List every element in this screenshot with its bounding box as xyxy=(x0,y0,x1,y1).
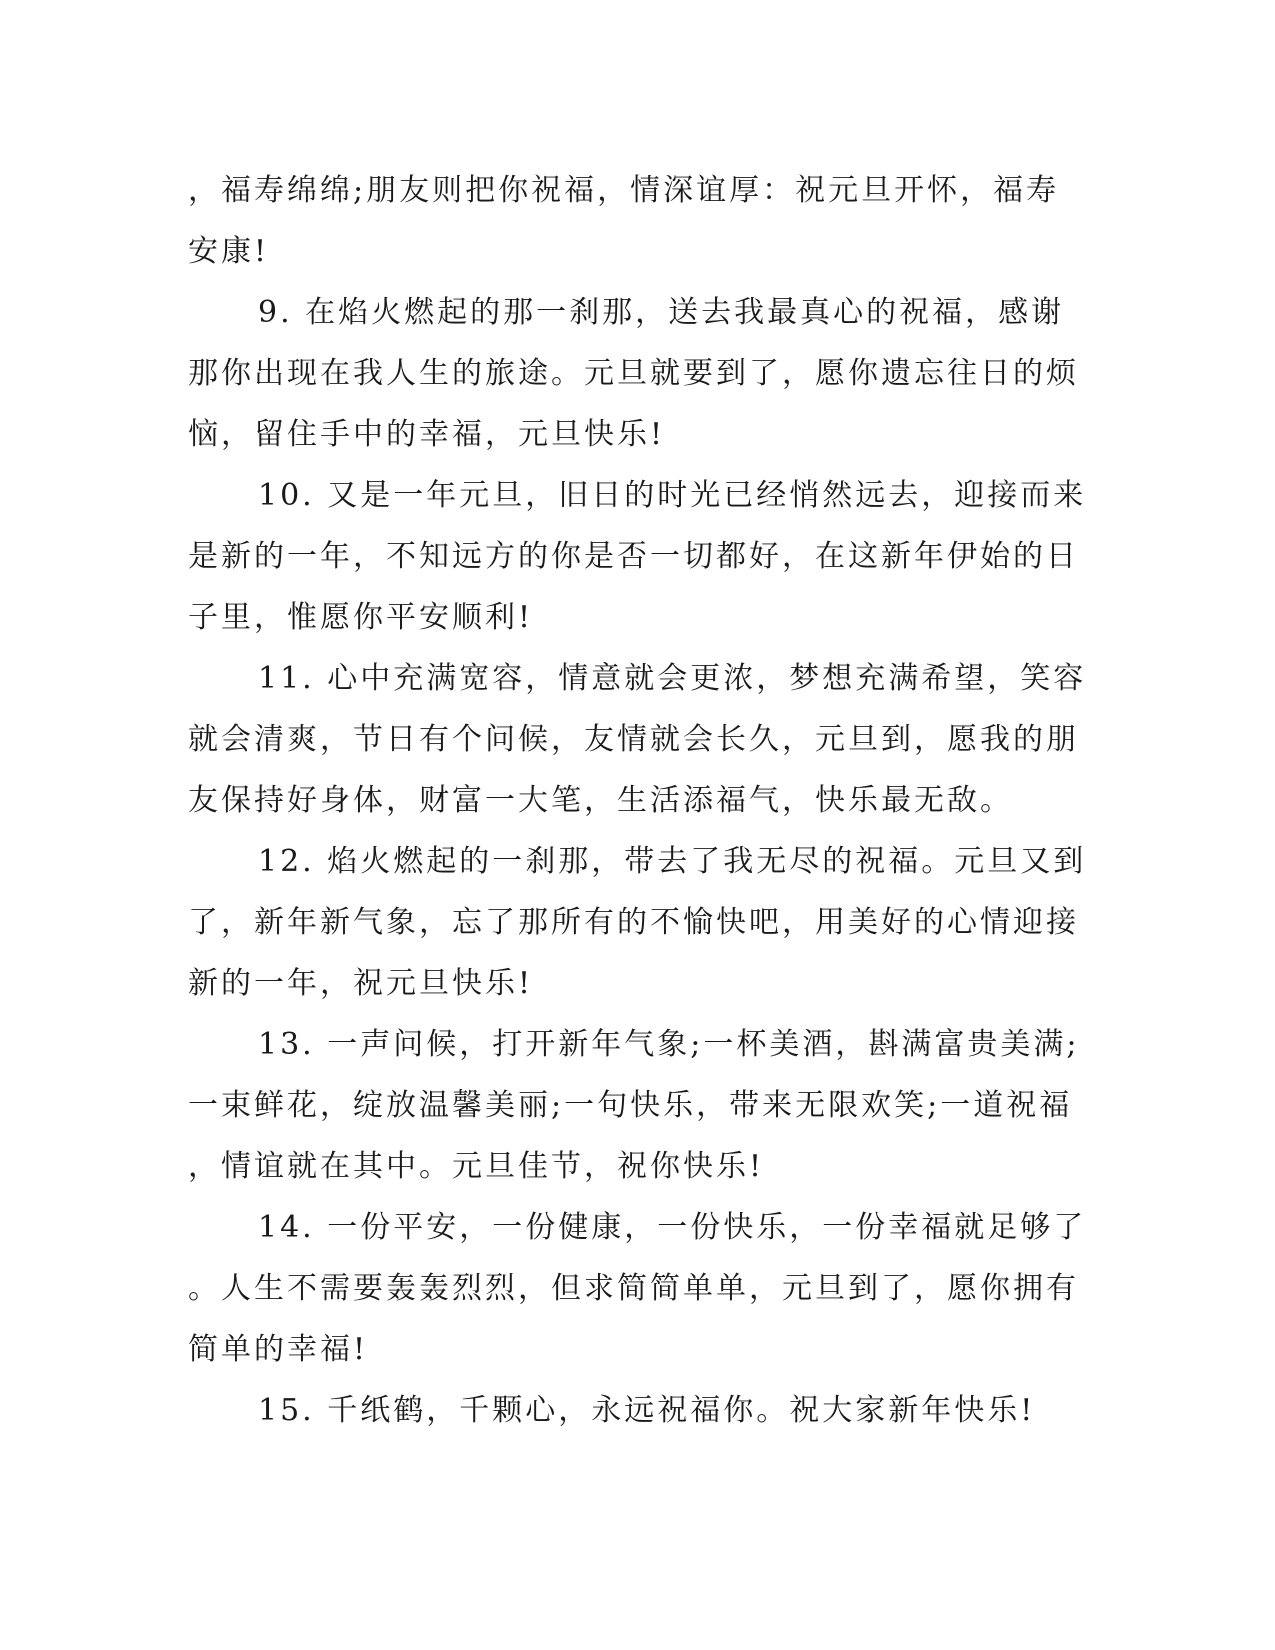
paragraph-line-text: 一声问候，打开新年气象;一杯美酒，斟满富贵美满; xyxy=(327,1027,1080,1062)
paragraph-item-15 xyxy=(188,1380,1088,1441)
paragraph-line-text: 又是一年元旦，旧日的时光已经悄然远去，迎接而来 xyxy=(327,478,1087,513)
item-number: 11. xyxy=(258,661,315,696)
item-number: 10. xyxy=(258,478,315,513)
paragraph-line-text: 在焰火燃起的那一刹那，送去我最真心的祝福，感谢 xyxy=(305,295,1065,330)
item-number: 12. xyxy=(258,844,315,879)
paragraph-line: 简单的幸福! xyxy=(188,1332,369,1367)
paragraph-first-line xyxy=(188,1197,1088,1258)
paragraph-item-12 xyxy=(188,831,1088,1014)
paragraph-item-9 xyxy=(188,282,1088,465)
paragraph-line: 安康! xyxy=(188,234,270,269)
paragraph-first-line xyxy=(188,648,1088,709)
paragraph-line: 。人生不需要轰轰烈烈，但求简简单单，元旦到了，愿你拥有 xyxy=(188,1271,1079,1306)
paragraph-line-text: 心中充满宽容，情意就会更浓，梦想充满希望，笑容 xyxy=(327,661,1087,696)
paragraph-line: 子里，惟愿你平安顺利! xyxy=(188,600,534,635)
paragraph-item-13 xyxy=(188,1014,1088,1197)
paragraph-line: ，福寿绵绵;朋友则把你祝福，情深谊厚：祝元旦开怀，福寿 xyxy=(188,173,1060,208)
paragraph-line: 了，新年新气象，忘了那所有的不愉快吧，用美好的心情迎接 xyxy=(188,905,1079,940)
paragraph-line: 那你出现在我人生的旅途。元旦就要到了，愿你遗忘往日的烦 xyxy=(188,356,1079,391)
paragraph-first-line xyxy=(188,831,1088,892)
paragraph-line: 一束鲜花，绽放温馨美丽;一句快乐，带来无限欢笑;一道祝福 xyxy=(188,1088,1073,1123)
paragraph-first-line xyxy=(188,1014,1088,1075)
paragraph-first-line xyxy=(188,465,1088,526)
item-number: 13. xyxy=(258,1027,315,1062)
paragraph-line: 恼，留住手中的幸福，元旦快乐! xyxy=(188,417,666,452)
paragraph-line: 就会清爽，节日有个问候，友情就会长久，元旦到，愿我的朋 xyxy=(188,722,1079,757)
paragraph-line: 新的一年，祝元旦快乐! xyxy=(188,966,534,1001)
paragraph-line-text: 焰火燃起的一刹那，带去了我无尽的祝福。元旦又到 xyxy=(327,844,1087,879)
paragraph-line-text: 一份平安，一份健康，一份快乐，一份幸福就足够了 xyxy=(327,1210,1087,1245)
paragraph-first-line xyxy=(188,1380,1088,1441)
paragraph-continuation xyxy=(188,160,1088,282)
paragraph-item-11 xyxy=(188,648,1088,831)
paragraph-first-line xyxy=(188,282,1088,343)
document-body xyxy=(188,160,1088,1441)
paragraph-line: ，情谊就在其中。元旦佳节，祝你快乐! xyxy=(188,1149,765,1184)
item-number: 9. xyxy=(258,295,293,330)
paragraph-item-14 xyxy=(188,1197,1088,1380)
paragraph-line: 友保持好身体，财富一大笔，生活添福气，快乐最无敌。 xyxy=(188,783,1013,818)
item-number: 15. xyxy=(258,1393,315,1428)
paragraph-line-text: 千纸鹤，千颗心，永远祝福你。祝大家新年快乐! xyxy=(327,1393,1036,1428)
item-number: 14. xyxy=(258,1210,315,1245)
paragraph-line: 是新的一年，不知远方的你是否一切都好，在这新年伊始的日 xyxy=(188,539,1079,574)
paragraph-item-10 xyxy=(188,465,1088,648)
